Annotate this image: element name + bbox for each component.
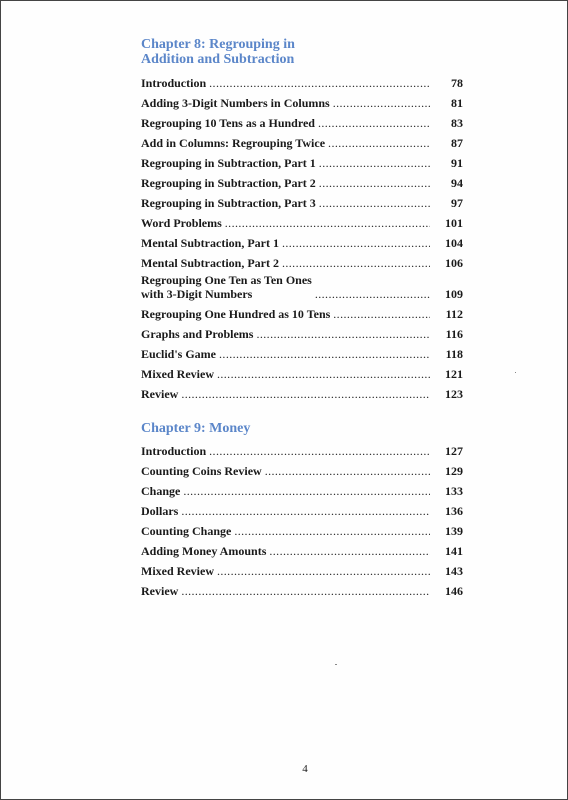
toc-entry-word-problems[interactable] (141, 211, 463, 231)
entry-page-number: 136 (445, 504, 463, 518)
dot-leader (234, 524, 430, 538)
toc-entry-mental-subtraction-1[interactable] (141, 231, 463, 251)
entry-page-number: 118 (445, 347, 463, 361)
entry-page-number: 97 (451, 196, 463, 210)
entry-page-number: 94 (451, 176, 463, 190)
dot-leader (319, 196, 430, 210)
entry-page-number: 133 (445, 484, 463, 498)
entry-label: Add in Columns: Regrouping Twice (141, 136, 326, 150)
toc-entry-subtraction-part-3[interactable] (141, 191, 463, 211)
entry-label: Dollars (141, 504, 179, 518)
entry-label: Mental Subtraction, Part 1 (141, 236, 279, 250)
entry-page-number: 139 (445, 524, 463, 538)
chapter-title: Chapter 8: Regrouping in Addition and Subtraction (141, 37, 295, 67)
dot-leader (181, 504, 430, 518)
entry-page-number: 78 (451, 76, 463, 90)
dot-leader (183, 484, 430, 498)
toc-entry-regrouping-one-ten[interactable] (141, 271, 463, 302)
entry-page-number: 83 (451, 116, 463, 130)
toc-entry-introduction[interactable] (141, 71, 463, 91)
entry-page-number: 129 (445, 464, 463, 478)
dot-leader (328, 136, 430, 150)
toc-entry-regrouping-10-tens[interactable] (141, 111, 463, 131)
toc-entry-change[interactable] (141, 479, 463, 499)
dot-leader (209, 76, 430, 90)
entry-label: Regrouping in Subtraction, Part 3 (141, 196, 316, 210)
entry-label: Regrouping One Ten as Ten Ones with 3-Digit Numbers (141, 273, 312, 301)
toc-entry-adding-3-digit[interactable] (141, 91, 463, 111)
entry-label: Regrouping 10 Tens as a Hundred (141, 116, 315, 130)
entry-label: Introduction (141, 444, 207, 458)
toc-entry-adding-money-amounts[interactable] (141, 539, 463, 559)
entry-label: Mixed Review (141, 564, 214, 578)
toc-entry-add-in-columns[interactable] (141, 131, 463, 151)
entry-page-number: 143 (445, 564, 463, 578)
entry-page-number: 116 (445, 327, 463, 341)
entry-label: Regrouping One Hundred as 10 Tens (141, 307, 331, 321)
entry-label: Mixed Review (141, 367, 214, 381)
entry-label: Regrouping in Subtraction, Part 1 (141, 156, 316, 170)
entry-page-number: 81 (451, 96, 463, 110)
toc-entry-mixed-review[interactable] (141, 362, 463, 382)
toc-entry-subtraction-part-1[interactable] (141, 151, 463, 171)
dot-leader (318, 116, 430, 130)
entry-page-number: 104 (445, 236, 463, 250)
toc-entry-review[interactable] (141, 382, 463, 402)
dot-leader (265, 464, 430, 478)
dot-leader (333, 96, 430, 110)
toc-entry-counting-change[interactable] (141, 519, 463, 539)
dot-leader (217, 367, 430, 381)
dot-leader (181, 387, 430, 401)
scan-speck (335, 664, 337, 665)
toc-entry-introduction[interactable] (141, 439, 463, 459)
dot-leader (315, 287, 430, 301)
dot-leader (256, 327, 430, 341)
entry-page-number: 101 (445, 216, 463, 230)
entry-label: Review (141, 584, 179, 598)
dot-leader (282, 256, 430, 270)
entry-label: Graphs and Problems (141, 327, 254, 341)
entry-label: Mental Subtraction, Part 2 (141, 256, 279, 270)
toc-entry-graphs-and-problems[interactable] (141, 322, 463, 342)
dot-leader (225, 216, 430, 230)
toc-entry-euclids-game[interactable] (141, 342, 463, 362)
entry-page-number: 112 (445, 307, 463, 321)
toc-entry-regrouping-one-hundred[interactable] (141, 302, 463, 322)
toc-entry-mental-subtraction-2[interactable] (141, 251, 463, 271)
dot-leader (319, 156, 430, 170)
page-number: 4 (302, 763, 308, 775)
entry-label: Introduction (141, 76, 207, 90)
toc-entry-subtraction-part-2[interactable] (141, 171, 463, 191)
dot-leader (333, 307, 430, 321)
entry-page-number: 127 (445, 444, 463, 458)
entry-page-number: 91 (451, 156, 463, 170)
dot-leader (219, 347, 430, 361)
entry-page-number: 146 (445, 584, 463, 598)
dot-leader (319, 176, 430, 190)
entry-page-number: 123 (445, 387, 463, 401)
dot-leader (282, 236, 430, 250)
dot-leader (269, 544, 430, 558)
scan-speck (515, 372, 516, 373)
toc-entry-review[interactable] (141, 579, 463, 599)
chapter-title: Chapter 9: Money (141, 421, 251, 436)
toc-entry-counting-coins-review[interactable] (141, 459, 463, 479)
entry-label: Adding Money Amounts (141, 544, 267, 558)
dot-leader (217, 564, 430, 578)
entry-label: Adding 3-Digit Numbers in Columns (141, 96, 330, 110)
entry-label: Change (141, 484, 181, 498)
entry-page-number: 87 (451, 136, 463, 150)
chapter-9-section (141, 421, 471, 599)
entry-page-number: 141 (445, 544, 463, 558)
entry-label: Word Problems (141, 216, 222, 230)
toc-entry-dollars[interactable] (141, 499, 463, 519)
chapter-8-section (141, 37, 471, 402)
entry-label: Counting Coins Review (141, 464, 262, 478)
entry-label: Review (141, 387, 179, 401)
dot-leader (181, 584, 430, 598)
entry-label: Euclid's Game (141, 347, 217, 361)
toc-entry-mixed-review[interactable] (141, 559, 463, 579)
entry-page-number: 106 (445, 256, 463, 270)
entry-page-number: 109 (445, 287, 463, 301)
entry-label: Counting Change (141, 524, 232, 538)
entry-label: Regrouping in Subtraction, Part 2 (141, 176, 316, 190)
dot-leader (209, 444, 430, 458)
entry-page-number: 121 (445, 367, 463, 381)
